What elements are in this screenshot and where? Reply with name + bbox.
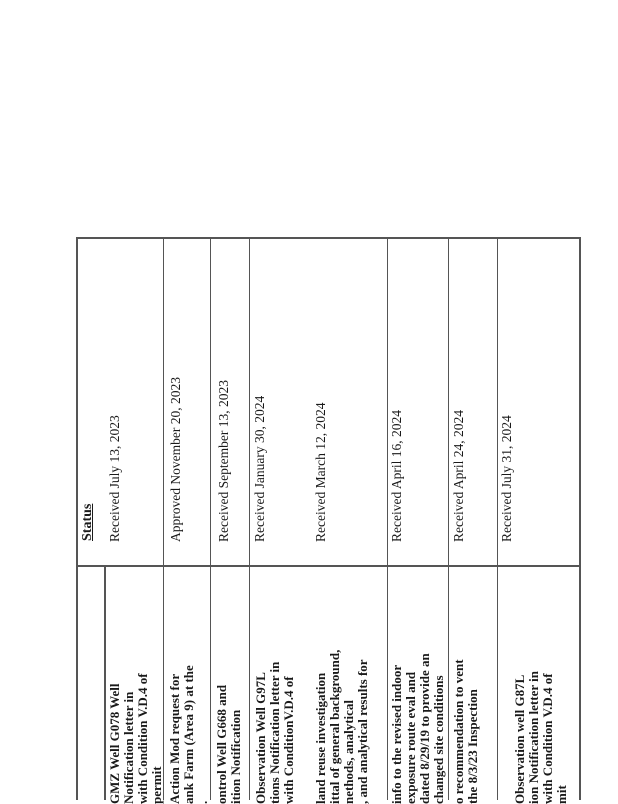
description-line: Observation Well G97L	[253, 672, 268, 804]
description-line: dated 8/29/19 to provide an	[417, 653, 432, 804]
description-line: ank Farm (Area 9) at the	[181, 665, 196, 804]
description-line: .	[195, 800, 210, 804]
description-line: land reuse investigation	[313, 672, 328, 804]
description-cell	[168, 665, 210, 804]
table-rule	[249, 237, 250, 800]
table-rule	[76, 565, 580, 567]
status-column-header: Status	[80, 503, 95, 541]
status-cell: Approved November 20, 2023	[168, 377, 183, 542]
description-line: ion Notification letter in	[526, 671, 541, 804]
description-line: mit	[554, 785, 569, 804]
table-rule	[448, 237, 449, 800]
status-cell: Received March 12, 2024	[313, 402, 328, 542]
description-cell	[513, 671, 569, 804]
description-line: with ConditionV.D.4 of	[281, 676, 296, 804]
description-line: exposure route eval and	[403, 671, 418, 804]
description-line: ontrol Well G668 and	[214, 684, 229, 804]
table-rule	[210, 237, 211, 800]
description-line: info to the revised indoor	[389, 664, 404, 804]
description-cell	[390, 653, 446, 804]
table-rule	[497, 237, 498, 800]
table-rule	[387, 237, 388, 800]
status-cell: Received July 13, 2023	[107, 415, 122, 542]
table-rule	[579, 237, 581, 800]
description-line: the 8/3/23 Inspection	[465, 689, 480, 804]
status-cell: Received April 16, 2024	[389, 410, 404, 542]
description-cell	[314, 650, 370, 804]
description-line: with Condition V.D.4 of	[135, 673, 150, 804]
description-line: Action Mod request for	[167, 673, 182, 804]
description-cell	[254, 662, 296, 804]
table-rule	[104, 565, 106, 800]
description-cell	[215, 685, 243, 804]
status-cell: Received July 31, 2024	[499, 415, 514, 542]
description-line: changed site conditions	[431, 675, 446, 804]
status-cell: Received April 24, 2024	[451, 410, 466, 542]
description-line: , and analytical results for	[355, 659, 370, 804]
table-rule	[76, 237, 580, 239]
description-line: with Condition V.D.4 of	[540, 673, 555, 804]
status-cell: Received January 30, 2024	[252, 395, 267, 542]
description-line: ittal of general background,	[327, 649, 342, 804]
table-rule	[76, 237, 78, 800]
description-line: o recommendation to vent	[451, 659, 466, 804]
description-line: nethods, analytical	[341, 699, 356, 804]
description-line: Observation well G87L	[512, 674, 527, 804]
description-line: ition Notification	[228, 709, 243, 804]
description-cell	[452, 659, 480, 804]
description-line: permit	[149, 766, 164, 804]
description-line: tions Notification letter in	[267, 661, 282, 804]
description-cell	[108, 673, 164, 804]
status-cell: Received September 13, 2023	[216, 380, 231, 542]
description-line: Notification letter in	[121, 691, 136, 804]
description-line: GMZ Well G078 Well	[107, 683, 122, 804]
